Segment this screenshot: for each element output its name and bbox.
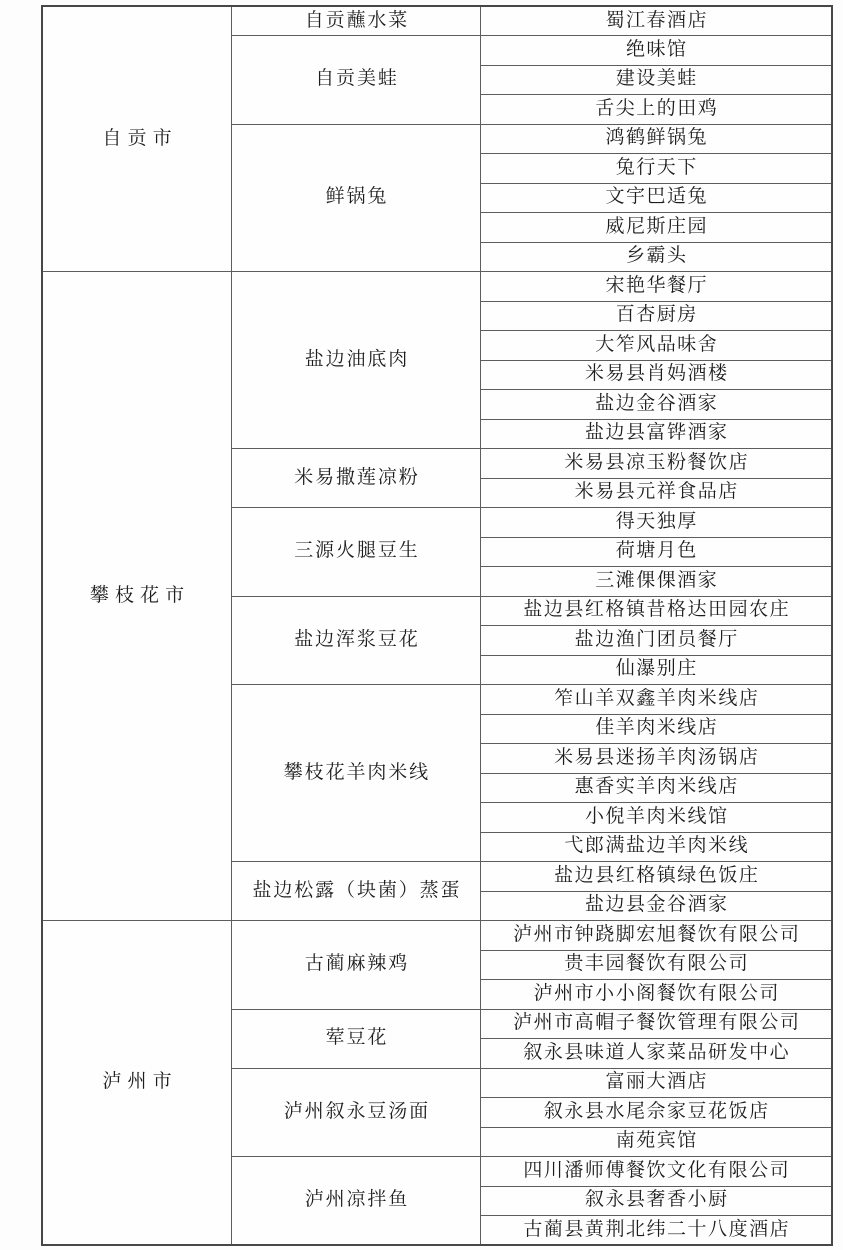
restaurant-cell: 笮山羊双鑫羊肉米线店 xyxy=(481,685,833,715)
city-dish-restaurant-table xyxy=(41,5,833,1246)
restaurant-cell: 仙瀑别庄 xyxy=(481,655,833,685)
dish-cell: 盐边松露（块菌）蒸蛋 xyxy=(232,862,481,921)
restaurant-cell: 泸州市钟跷脚宏旭餐饮有限公司 xyxy=(481,921,833,951)
restaurant-cell: 鸿鹤鲜锅兔 xyxy=(481,124,833,154)
restaurant-cell: 佳羊肉米线店 xyxy=(481,714,833,744)
restaurant-cell: 绝味馆 xyxy=(481,36,833,66)
dish-cell: 泸州叙永豆汤面 xyxy=(232,1068,481,1157)
restaurant-cell: 叙永县味道人家菜品研发中心 xyxy=(481,1039,833,1069)
restaurant-cell: 叙永县奢香小厨 xyxy=(481,1186,833,1216)
restaurant-cell: 米易县迷扬羊肉汤锅店 xyxy=(481,744,833,774)
restaurant-cell: 古蔺县黄荆北纬二十八度酒店 xyxy=(481,1216,833,1246)
restaurant-cell: 米易县肖妈酒楼 xyxy=(481,360,833,390)
dish-cell: 盐边油底肉 xyxy=(232,272,481,449)
restaurant-cell: 三滩倮倮酒家 xyxy=(481,567,833,597)
restaurant-cell: 泸州市高帽子餐饮管理有限公司 xyxy=(481,1009,833,1039)
restaurant-cell: 百杏厨房 xyxy=(481,301,833,331)
restaurant-cell: 小倪羊肉米线馆 xyxy=(481,803,833,833)
restaurant-cell: 惠香实羊肉米线店 xyxy=(481,773,833,803)
restaurant-cell: 富丽大酒店 xyxy=(481,1068,833,1098)
restaurant-cell: 蜀江春酒店 xyxy=(481,6,833,36)
restaurant-cell: 米易县元祥食品店 xyxy=(481,478,833,508)
restaurant-cell: 叙永县水尾佘家豆花饭店 xyxy=(481,1098,833,1128)
restaurant-cell: 盐边金谷酒家 xyxy=(481,390,833,420)
restaurant-cell: 四川潘师傅餐饮文化有限公司 xyxy=(481,1157,833,1187)
restaurant-cell: 盐边渔门团员餐厅 xyxy=(481,626,833,656)
restaurant-cell: 贵丰园餐饮有限公司 xyxy=(481,950,833,980)
dish-cell: 米易撒莲凉粉 xyxy=(232,449,481,508)
restaurant-cell: 荷塘月色 xyxy=(481,537,833,567)
restaurant-cell: 盐边县红格镇绿色饭庄 xyxy=(481,862,833,892)
restaurant-cell: 建设美蛙 xyxy=(481,65,833,95)
restaurant-cell: 兔行天下 xyxy=(481,154,833,184)
restaurant-cell: 泸州市小小阁餐饮有限公司 xyxy=(481,980,833,1010)
dish-cell: 荤豆花 xyxy=(232,1009,481,1068)
city-cell: 自贡市 xyxy=(42,6,232,272)
dish-cell: 盐边浑浆豆花 xyxy=(232,596,481,685)
restaurant-cell: 文宇巴适兔 xyxy=(481,183,833,213)
restaurant-cell: 乡霸头 xyxy=(481,242,833,272)
restaurant-cell: 得天独厚 xyxy=(481,508,833,538)
restaurant-cell: 盐边县富铧酒家 xyxy=(481,419,833,449)
restaurant-cell: 盐边县红格镇昔格达田园农庄 xyxy=(481,596,833,626)
restaurant-cell: 威尼斯庄园 xyxy=(481,213,833,243)
city-cell: 泸州市 xyxy=(42,921,232,1246)
dish-cell: 鲜锅兔 xyxy=(232,124,481,272)
dish-cell: 古蔺麻辣鸡 xyxy=(232,921,481,1010)
table-row xyxy=(42,921,832,951)
dish-cell: 自贡美蛙 xyxy=(232,36,481,125)
restaurant-cell: 宋艳华餐厅 xyxy=(481,272,833,302)
dish-cell: 三源火腿豆生 xyxy=(232,508,481,597)
city-cell: 攀枝花市 xyxy=(42,272,232,921)
restaurant-cell: 米易县凉玉粉餐饮店 xyxy=(481,449,833,479)
table-row xyxy=(42,6,832,36)
dish-cell: 泸州凉拌鱼 xyxy=(232,1157,481,1246)
dish-cell: 自贡蘸水菜 xyxy=(232,6,481,36)
restaurant-cell: 大笮风品味舍 xyxy=(481,331,833,361)
restaurant-cell: 南苑宾馆 xyxy=(481,1127,833,1157)
table-row xyxy=(42,272,832,302)
restaurant-cell: 弋郎满盐边羊肉米线 xyxy=(481,832,833,862)
dish-cell: 攀枝花羊肉米线 xyxy=(232,685,481,862)
restaurant-cell: 盐边县金谷酒家 xyxy=(481,891,833,921)
restaurant-cell: 舌尖上的田鸡 xyxy=(481,95,833,125)
